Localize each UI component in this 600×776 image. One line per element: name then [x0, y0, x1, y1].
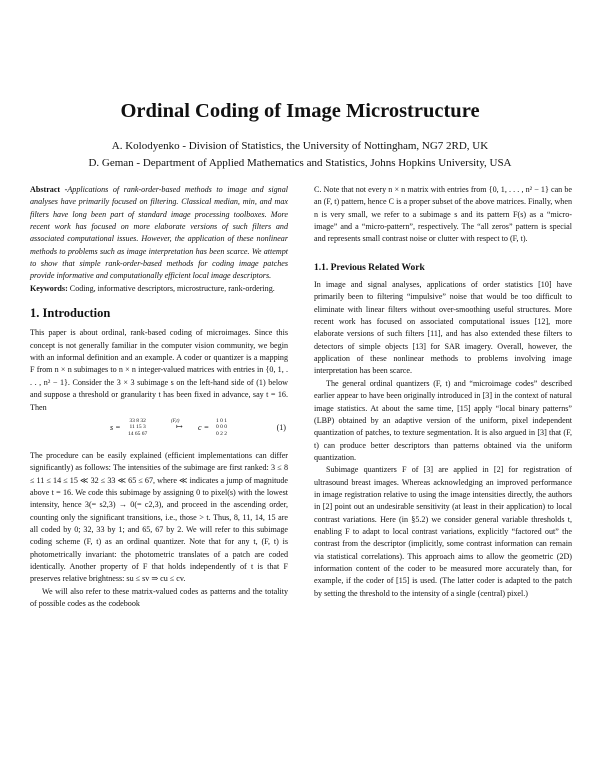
author-block	[0, 138, 600, 172]
paragraph: C. Note that not every n × n matrix with entries from {0, 1, . . . , n² − 1} can be an (F, t) pattern, hence C is a proper subset of the above matrices. Finally, when n is very small, we refer to a subimage s and its pattern F(s) as a “micro-image” and a “micro-pattern”, respectively. The “all zeros” pattern is special and represents small contrast noise or clutter with respect to (F, t).	[314, 185, 572, 244]
section-heading-introduction: 1. Introduction	[30, 306, 111, 321]
matrix-s	[128, 418, 147, 437]
paragraph: The procedure can be easily explained (efficient implementations can differ significantly) as follows: The intensities of the subimage are first ranked: 3 ≤ 8 ≤ 11 ≤ 14 ≤ 15 ≪ 32 ≤ 33 ≪ 65 ≤ 67, where ≪ indicates a jump of magnitude above t = 16. We code this subimage by assigning 0 to pixel(s) with the lowest intensity, hence 3(= s2,3) → 0(= c2,3), and proceed in the ascending order, counting only the significant transitions, i.e., those > t. Thus, 8, 11, 14, 15 are all coded by 0; 32, 33 by 1; and 65, 67 by 2. We will refer to this subimage coding scheme (F, t) as an ordinal quantizer. Note that for any t, (F, t) is photometrically invariant: the photometric translates of a patch are coded identically. Another property of F that holds independently of t is that F preserves relative brightness: su ≤ sv ⇒ cu ≤ cv.	[30, 450, 288, 584]
matrix-row: 0 2 2	[216, 430, 227, 437]
equation-lhs: s =	[110, 422, 121, 432]
paragraph: We will also refer to these matrix-valued codes as patterns and the totality of possible codes as the codebook	[30, 586, 288, 608]
abstract-label: Abstract -	[30, 185, 68, 194]
keywords-text: Coding, informative descriptors, microstructure, rank-ordering.	[69, 283, 275, 293]
paragraph: This paper is about ordinal, rank-based coding of microimages. Since this concept is not generally familiar in the computer vision community, we begin with an informal definition and an example. A coder or quantizer is a mapping F from n × n subimages to n × n integer-valued matrices with entries in {0, 1, . . . , n² − 1}. Consider the 3 × 3 subimage s on the left-hand side of (1) below and suppose a threshold or granularity t has been fixed in advance, say t = 16. Then	[30, 328, 288, 412]
matrix-row: 0 0 0	[216, 424, 227, 431]
right-column	[314, 184, 572, 600]
paragraph: The general ordinal quantizers (F, t) and “microimage codes” described earlier appear to have been originally introduced in [3] in the context of natural image statistics. At about the same time, [15] apply “local binary patterns” (LBP) obtained by an adaptive version of the uniform, pixel independent quantization of patches, to texture segmentation. It is also argued in [3] that (F, t) can produce better descriptors than patterns obtained via the uniform quantization.	[314, 378, 572, 462]
matrix-row: 14 65 67	[128, 430, 148, 437]
matrix-row: 1 0 1	[216, 417, 227, 424]
maps-to-arrow: ↦	[176, 421, 183, 431]
abstract	[30, 184, 288, 283]
matrix-row: 33 8 32	[129, 417, 146, 424]
paragraph: In image and signal analyses, applications of order statistics [10] have primarily been to filtering “impulsive” noise that would be too difficult to eliminate with linear filters without over-smoothing useful structures. More recent work has focused on associated computational issues [12], more elaborate versions of such filters [11], and has also extended these filters to detectors of simple objects [13] for SAR imagery. Overall, however, the application of these nonlinear methods to problems involving image interpretation has been scarce.	[314, 280, 572, 376]
author-line: A. Kolodyenko - Division of Statistics, the University of Nottingham, NG7 2RD, UK	[111, 140, 489, 152]
equation-number: (1)	[276, 422, 286, 432]
matrix-c	[216, 418, 227, 437]
keywords	[30, 283, 288, 295]
author-line: D. Geman - Department of Applied Mathematics and Statistics, Johns Hopkins University, USA	[88, 157, 512, 169]
equation-mid: c =	[198, 422, 210, 432]
paper-title: Ordinal Coding of Image Microstructure	[120, 100, 480, 122]
arrow-label: (F,t)	[171, 418, 180, 424]
matrix-row: 11 15 3	[129, 424, 146, 431]
left-column	[30, 184, 288, 610]
paragraph: Subimage quantizers F of [3] are applied in [2] for registration of ultrasound breast images. Whereas acknowledging an improved performance in image registration relative to using the image intensities directly, the authors in [2] point out an undesirable sensitivity (at least in their application) to local contrast variations. Here (in §5.2) we consider general variable thresholds t, enabling F to adapt to local contrast variations, explicitly “factored out” the contrast from the descriptor (implicitly, some contrast information can remain via statistical correlations). This approach aims to allow the geometric (2D) information content of the coder to be measured more accurately than, for example, if the coder of [15] is used. (The latter coder is adapted to the patch by setting the threshold to the intensity of a single (central) pixel.)	[314, 465, 572, 598]
equation-1	[30, 418, 288, 446]
subsection-heading: 1.1. Previous Related Work	[314, 262, 425, 273]
abstract-text: Applications of rank-order-based methods to image and signal analyses have primarily focused on filtering. Classical median, min, and max filters have long been part of standard image processing toolboxes. More recent work has focused on more elaborate versions of such filters and associated computational issues. However, the application of these nonlinear methods to problems such as image interpretation has been scarce. We attempt to show that simple rank-order-based methods for coding image patches provide informative and computationally efficient local image descriptors.	[30, 185, 288, 281]
keywords-label: Keywords:	[30, 283, 68, 293]
